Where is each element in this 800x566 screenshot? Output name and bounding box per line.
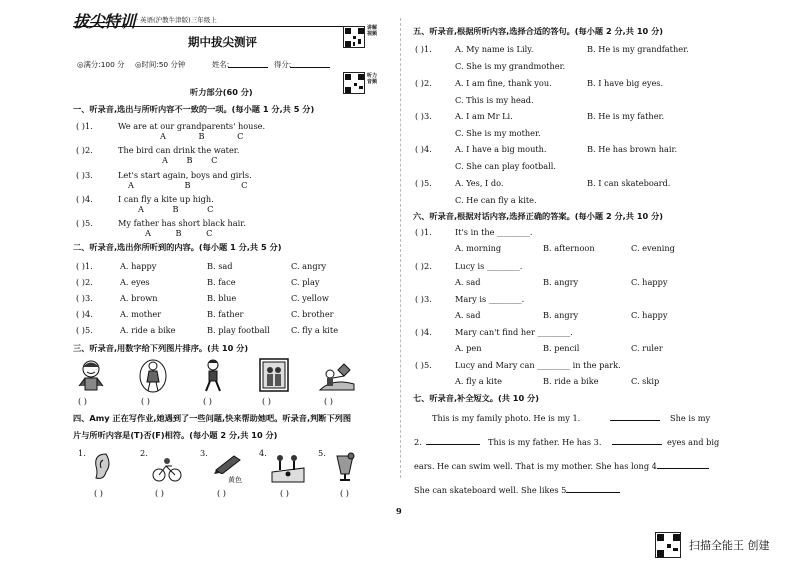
family-photo-picture xyxy=(259,358,289,392)
blank-5[interactable] xyxy=(566,492,620,493)
section1-item-5-text: My father has short black hair. xyxy=(118,218,246,228)
book-subtitle: · 英语(沪教牛津版)三年级上 xyxy=(136,16,217,24)
section7-title: 七、听录音,补全短文。(共 10 分) xyxy=(413,393,539,403)
passage-line2-a: 2. xyxy=(414,437,422,447)
section3-title: 三、听录音,用数字给下列图片排序。(共 10 分) xyxy=(73,343,249,353)
passage-line2-b: This is my father. He has 3. xyxy=(488,437,602,447)
page-divider xyxy=(400,18,401,478)
passage-line3: ears. He can swim well. That is my mother. She has long 4. xyxy=(414,461,660,471)
passage-line2-c: eyes and big xyxy=(667,437,720,447)
section3-answer-4[interactable]: ( ) xyxy=(262,396,271,406)
page-number: 9 xyxy=(396,506,402,516)
ear-picture xyxy=(92,452,114,480)
section1-item-4-letters: A B C xyxy=(138,204,214,214)
score-field[interactable] xyxy=(290,67,330,68)
section4-answer-1[interactable]: ( ) xyxy=(94,488,103,498)
blank-2[interactable] xyxy=(426,444,480,445)
section4-title-line1: 四、Amy 正在写作业,她遇到了一些问题,快来帮助她吧。听录音,判断下列图 xyxy=(73,413,352,423)
section4-title-line2: 片与所听内容是(T)否(F)相符。(每小题 2 分,共 10 分) xyxy=(73,430,278,440)
full-score: ◎满分:100 分 xyxy=(77,60,125,69)
skipping-girl-picture xyxy=(138,358,168,394)
section1-title: 一、听录音,选出与所听内容不一致的一项。(每小题 1 分,共 5 分) xyxy=(73,104,315,114)
passage-line1-a: This is my family photo. He is my 1. xyxy=(432,413,581,423)
blank-3[interactable] xyxy=(612,444,662,445)
kite-scene-picture xyxy=(318,360,356,392)
section3-answer-5[interactable]: ( ) xyxy=(324,396,333,406)
name-label: 姓名: xyxy=(212,60,230,69)
section1-item-5-letters: A B C xyxy=(145,228,213,238)
header-rule xyxy=(73,26,351,27)
section4-num-4: 4. xyxy=(259,448,267,458)
section4-num-5: 5. xyxy=(318,448,326,458)
section1-item-4-text: I can fly a kite up high. xyxy=(118,194,214,204)
section4-num-2: 2. xyxy=(140,448,148,458)
audio-qr-code[interactable] xyxy=(343,72,365,94)
juice-drink-picture xyxy=(334,452,356,482)
section1-item-2-text: The bird can drink the water. xyxy=(118,145,240,155)
video-qr-label: 讲解视频 xyxy=(367,25,378,37)
section4-answer-3[interactable]: ( ) xyxy=(217,488,226,498)
section3-answer-3[interactable]: ( ) xyxy=(203,396,212,406)
section4-answer-2[interactable]: ( ) xyxy=(155,488,164,498)
section1-item-1-text: We are at our grandparents' house. xyxy=(118,121,266,131)
bike-picture xyxy=(152,456,182,482)
exam-time: ◎时间:50 分钟 xyxy=(135,60,186,69)
section1-item-2-letters: A B C xyxy=(162,155,218,165)
exam-title: 期中拔尖测评 xyxy=(188,35,257,49)
crayon-picture xyxy=(214,452,242,474)
section3-answer-2[interactable]: ( ) xyxy=(141,396,150,406)
section1-item-1-letters: A B C xyxy=(160,131,244,141)
section1-item-3-letters: A B C xyxy=(128,180,248,190)
section4-num-1: 1. xyxy=(78,448,86,458)
running-boy-picture xyxy=(200,358,226,394)
blank-1[interactable] xyxy=(610,420,660,421)
video-qr-code[interactable] xyxy=(343,26,365,48)
section4-answer-5[interactable]: ( ) xyxy=(340,488,349,498)
audio-qr-label: 听力音频 xyxy=(367,73,378,85)
section3-answer-1[interactable]: ( ) xyxy=(78,396,87,406)
section6-title: 六、听录音,根据对话内容,选择正确的答案。(每小题 2 分,共 10 分) xyxy=(413,211,663,221)
section5-title: 五、听录音,根据所听内容,选择合适的答句。(每小题 2 分,共 10 分) xyxy=(413,26,663,36)
name-field[interactable] xyxy=(228,67,268,68)
section2-title: 二、听录音,选出你所听到的内容。(每小题 1 分,共 5 分) xyxy=(73,242,282,252)
section1-item-3-text: Let's start again, boys and girls. xyxy=(118,170,252,180)
scanner-qr-code xyxy=(655,532,681,558)
scanner-watermark: 扫描全能王 创建 xyxy=(689,539,770,552)
happy-boy-picture xyxy=(73,358,109,394)
brand-logo: 拔尖特训 xyxy=(73,12,136,31)
passage-line4: She can skateboard well. She likes 5. xyxy=(414,485,569,495)
score-label: 得分: xyxy=(274,60,292,69)
section4-num-3: 3. xyxy=(200,448,208,458)
football-kids-picture xyxy=(270,452,306,484)
listening-part-heading: 听力部分(60 分) xyxy=(190,87,253,97)
section4-answer-4[interactable]: ( ) xyxy=(280,488,289,498)
passage-line1-b: She is my xyxy=(670,413,711,423)
blank-4[interactable] xyxy=(657,468,709,469)
yellow-label: 黄色 xyxy=(228,476,242,484)
